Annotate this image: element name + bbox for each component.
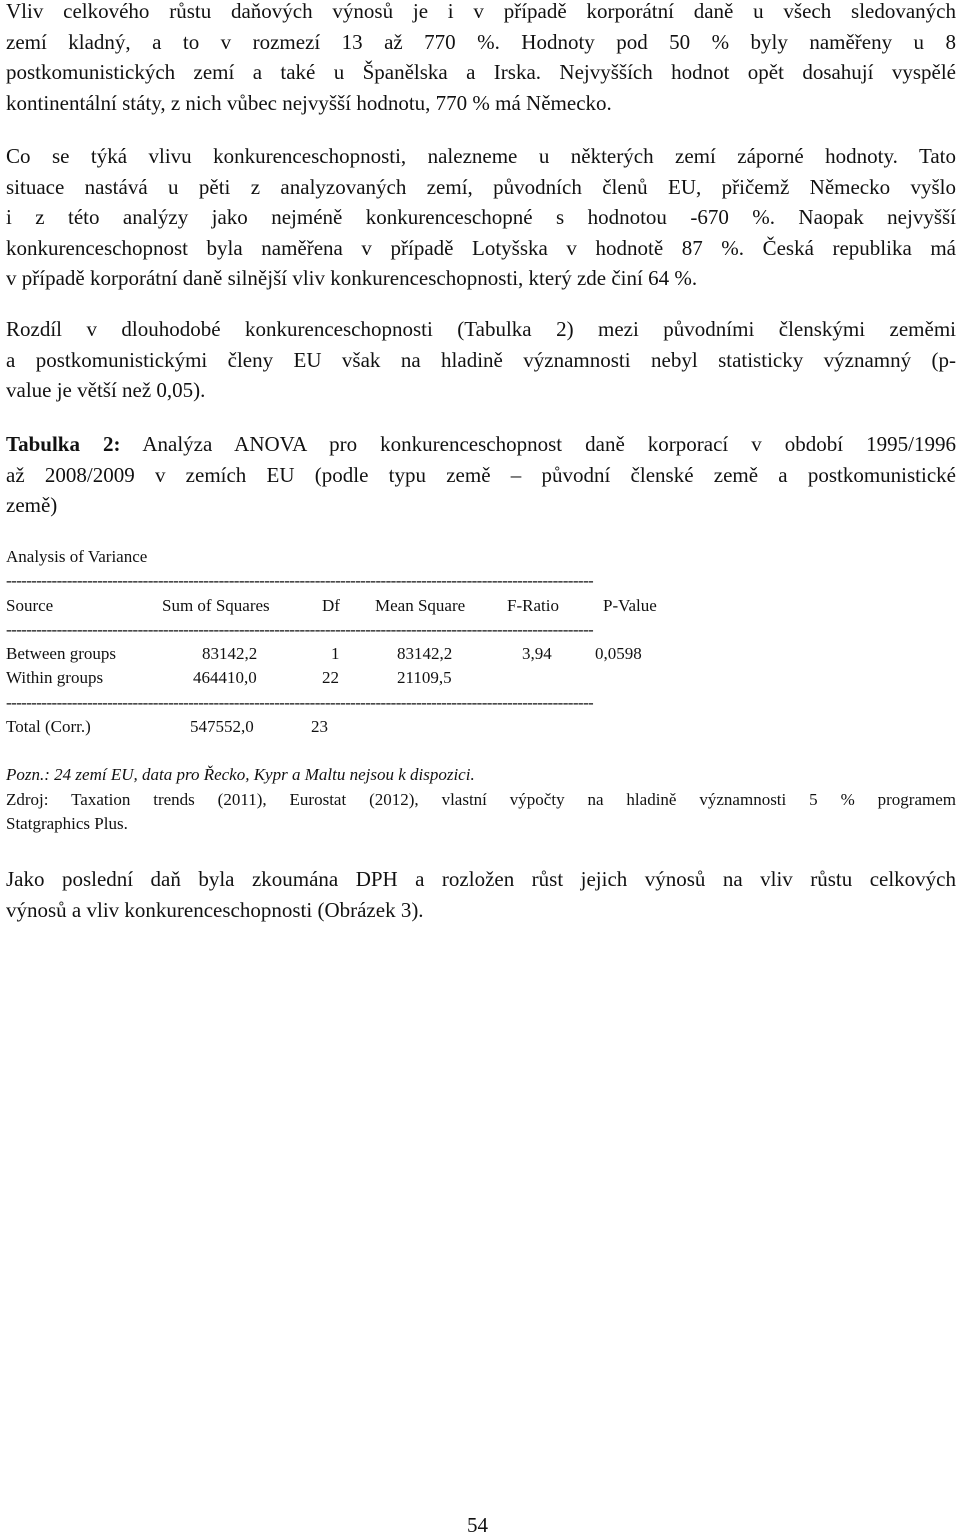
paragraph-competitiveness (6, 141, 956, 294)
text-line: Jako poslední daň byla zkoumána DPH a rozložen růst jejich výnosů na vliv růstu celkových (6, 867, 956, 891)
header-f-ratio: F-Ratio (507, 595, 559, 615)
anova-separator (6, 618, 956, 642)
header-sum-of-squares: Sum of Squares (162, 595, 270, 615)
text-line: kontinentální státy, z nich vůbec nejvyšší hodnotu, 770 % má Německo. (6, 90, 612, 115)
caption-text: Analýza ANOVA pro konkurenceschopnost daně korporací v období 1995/1996 (120, 432, 956, 456)
cell-source: Total (Corr.) (6, 717, 91, 737)
cell-p-value: 0,0598 (595, 644, 642, 664)
cell-f-ratio: 3,94 (522, 644, 552, 664)
text-line: výnosů a vliv konkurenceschopnosti (Obrázek 3). (6, 897, 424, 922)
anova-separator (6, 691, 956, 715)
paragraph-vat (6, 864, 956, 925)
table-source (6, 788, 956, 836)
cell-sum-of-squares: 547552,0 (190, 717, 254, 737)
page-number: 54 (467, 1513, 488, 1537)
text-line: Co se týká vlivu konkurenceschopnosti, nalezneme u některých zemí záporné hodnoty. Tato (6, 144, 956, 168)
cell-mean-square: 21109,5 (397, 668, 452, 688)
cell-source: Between groups (6, 644, 117, 664)
text-line: Vliv celkového růstu daňových výnosů je i v případě korporátní daně u všech sledovaných (6, 0, 956, 23)
anova-separator (6, 569, 956, 593)
text-line: konkurenceschopnost byla naměřena v případě Lotyšska v hodnotě 87 %. Česká republika má (6, 235, 956, 260)
caption-line (6, 429, 956, 460)
table-row (6, 642, 956, 666)
text-line: a postkomunistickými členy EU však na hladině významnosti nebyl statisticky významný (p- (6, 347, 956, 372)
anova-header-row (6, 594, 956, 618)
text-line: postkomunistických zemí a také u Španělska a Irska. Nejvyšších hodnot opět dosahují vyspělé (6, 60, 956, 84)
source-line: Statgraphics Plus. (6, 814, 128, 833)
header-mean-square: Mean Square (375, 595, 466, 615)
header-df: Df (322, 595, 340, 615)
text-line: i z této analýzy jako nejméně konkurenceschopné s hodnotou -670 %. Naopak nejvyšší (6, 205, 956, 229)
text-line: value je větší než 0,05). (6, 378, 206, 402)
paragraph-long-term-difference (6, 314, 956, 406)
table-total-row (6, 715, 956, 739)
cell-df: 1 (331, 644, 340, 664)
paragraph-corporate-tax-growth (6, 0, 956, 118)
caption-label: Tabulka 2: (6, 432, 121, 456)
caption-line: země) (6, 493, 58, 517)
source-line: Zdroj: Taxation trends (2011), Eurostat (2012), vlastní výpočty na hladině významnosti 5 % programem (6, 790, 956, 809)
text-line: v případě korporátní daně silnější vliv konkurenceschopnosti, který zde činí 64 %. (6, 266, 698, 290)
text-line: situace nastává u pěti z analyzovaných zemí, původních členů EU, přičemž Německo vyšlo (6, 174, 956, 199)
cell-sum-of-squares: 83142,2 (202, 644, 258, 664)
header-p-value: P-Value (603, 595, 657, 615)
text-line: zemí kladný, a to v rozmezí 13 až 770 %. Hodnoty pod 50 % byly naměřeny u 8 (6, 29, 956, 54)
table-caption (6, 429, 956, 521)
cell-df: 23 (311, 717, 328, 737)
anova-title: Analysis of Variance (6, 547, 148, 566)
table-note: Pozn.: 24 zemí EU, data pro Řecko, Kypr a Maltu nejsou k dispozici. (6, 765, 475, 784)
cell-sum-of-squares: 464410,0 (193, 668, 257, 688)
table-row (6, 666, 956, 690)
cell-mean-square: 83142,2 (397, 644, 453, 664)
header-source: Source (6, 595, 54, 615)
cell-df: 22 (322, 668, 339, 688)
dash-line: -------------------------------------------------------------------------------------------------------------------- (6, 692, 594, 712)
anova-table (6, 545, 956, 739)
caption-line: až 2008/2009 v zemích EU (podle typu země – původní členské země a postkomunistické (6, 462, 956, 487)
dash-line: -------------------------------------------------------------------------------------------------------------------- (6, 571, 594, 591)
anova-title-row (6, 545, 956, 569)
cell-source: Within groups (6, 668, 104, 688)
text-line: Rozdíl v dlouhodobé konkurenceschopnosti (Tabulka 2) mezi původními členskými zeměmi (6, 317, 956, 341)
dash-line: -------------------------------------------------------------------------------------------------------------------- (6, 619, 594, 639)
